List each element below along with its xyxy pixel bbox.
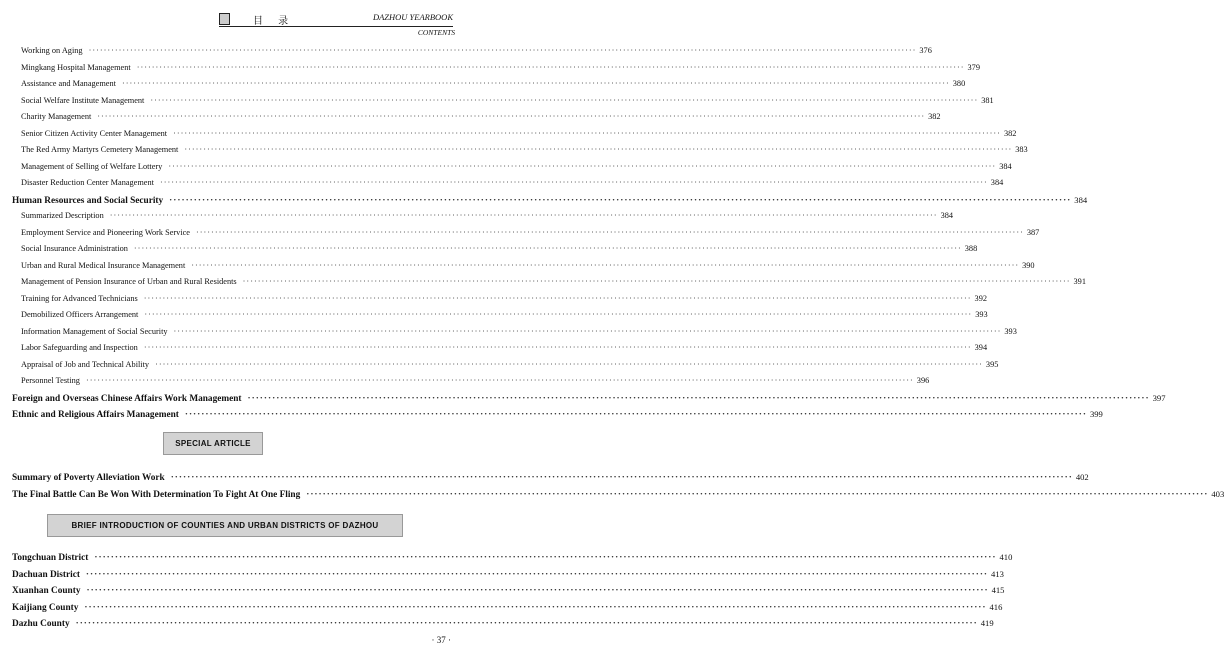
toc-entry bbox=[12, 568, 1004, 583]
toc-entry-page: 380 bbox=[952, 79, 966, 88]
toc-entry-title: Information Management of Social Security bbox=[21, 326, 168, 336]
toc-entry-page: 415 bbox=[991, 585, 1005, 595]
toc-entry bbox=[12, 601, 1003, 616]
toc-entry bbox=[12, 128, 1017, 143]
toc-entry bbox=[12, 112, 941, 126]
toc-leader-dots: ···························································································································································································································· bbox=[159, 178, 988, 187]
toc-entry-title: Mingkang Hospital Management bbox=[21, 62, 131, 72]
toc-entry-page: 384 bbox=[1074, 194, 1088, 205]
toc-entry-title: Human Resources and Social Security bbox=[12, 195, 164, 206]
toc-entry-title: Working on Aging bbox=[21, 46, 83, 55]
toc-entry bbox=[12, 178, 1004, 192]
toc-entry-title: Foreign and Overseas Chinese Affairs Work Management bbox=[12, 393, 242, 404]
toc-entry bbox=[12, 244, 978, 258]
toc-leader-dots: ···························································································································································································································· bbox=[94, 553, 997, 563]
toc-entry bbox=[12, 409, 1103, 423]
toc-leader-dots: ···························································································································································································································· bbox=[143, 293, 972, 303]
toc-entry bbox=[12, 145, 1028, 159]
toc-entry-page: 387 bbox=[1026, 227, 1040, 237]
toc-entry-page: 392 bbox=[974, 293, 987, 303]
toc-entry-page: 383 bbox=[1015, 145, 1028, 154]
toc-entry-title: Dachuan District bbox=[12, 569, 80, 580]
toc-entry-title: Kaijiang County bbox=[12, 602, 79, 613]
toc-entry-title: Charity Management bbox=[21, 112, 92, 121]
toc-entry-title: Summarized Description bbox=[21, 211, 104, 220]
toc-entry-page: 382 bbox=[928, 112, 941, 121]
toc-leader-dots: ···························································································································································································································· bbox=[84, 602, 987, 613]
toc-leader-dots: ···························································································································································································································· bbox=[242, 277, 1071, 286]
toc-leader-dots: ···························································································································································································································· bbox=[85, 376, 914, 385]
toc-entry bbox=[12, 46, 932, 60]
toc-entry-page: 410 bbox=[999, 552, 1013, 562]
toc-leader-dots: ···························································································································································································································· bbox=[136, 62, 965, 72]
toc-entry-title: Senior Citizen Activity Center Management bbox=[21, 128, 168, 138]
toc-entry-title: Dazhu County bbox=[12, 619, 70, 629]
toc-entry-page: 391 bbox=[1073, 277, 1086, 286]
toc-entry-title: Summary of Poverty Alleviation Work bbox=[12, 473, 165, 483]
toc-entry bbox=[12, 376, 930, 390]
toc-entry-page: 416 bbox=[989, 601, 1003, 612]
toc-leader-dots: ···························································································································································································································· bbox=[75, 619, 978, 629]
toc-entry bbox=[12, 359, 999, 374]
toc-entry bbox=[12, 293, 987, 308]
toc-entry-page: 381 bbox=[981, 95, 994, 105]
toc-entry-page: 396 bbox=[916, 376, 930, 385]
toc-entry-title: Disaster Reduction Center Management bbox=[21, 178, 154, 187]
toc-entry bbox=[12, 489, 1224, 503]
toc-entry-title: Demobilized Officers Arrangement bbox=[21, 310, 139, 319]
toc-entry bbox=[12, 194, 1088, 209]
toc-leader-dots: ···························································································································································································································· bbox=[97, 112, 926, 121]
toc-entry-title: Employment Service and Pioneering Work Service bbox=[21, 227, 190, 237]
toc-leader-dots: ···························································································································································································································· bbox=[168, 161, 997, 171]
toc-entry bbox=[12, 62, 980, 77]
toc-entry-page: 393 bbox=[1004, 326, 1017, 336]
toc-leader-dots: ···························································································································································································································· bbox=[184, 145, 1013, 154]
header-square-icon bbox=[219, 13, 230, 25]
brief-introduction-banner: BRIEF INTRODUCTION OF COUNTIES AND URBAN DISTRICTS OF DAZHOU bbox=[47, 514, 403, 537]
toc-leader-dots: ···························································································································································································································· bbox=[85, 569, 989, 580]
toc-leader-dots: ···························································································································································································································· bbox=[150, 95, 979, 105]
toc-leader-dots: ···························································································································································································································· bbox=[109, 211, 938, 220]
special-article-banner: SPECIAL ARTICLE bbox=[163, 432, 263, 455]
toc-leader-dots: ···························································································································································································································· bbox=[133, 244, 962, 253]
toc-entry-page: 376 bbox=[919, 46, 932, 55]
toc-leader-dots: ···························································································································································································································· bbox=[196, 227, 1024, 237]
toc-entry bbox=[12, 227, 1040, 242]
toc-entry bbox=[12, 95, 994, 110]
toc-entry-title: Ethnic and Religious Affairs Management bbox=[12, 410, 179, 420]
toc-entry bbox=[12, 392, 1166, 407]
header-subtitle: CONTENTS bbox=[417, 28, 455, 37]
toc-entry-title: Assistance and Management bbox=[21, 79, 116, 88]
toc-entry-page: 397 bbox=[1152, 392, 1166, 403]
toc-leader-dots: ···························································································································································································································· bbox=[144, 310, 973, 319]
header-chinese-title: 目 录 bbox=[253, 16, 295, 27]
toc-entry-page: 394 bbox=[974, 343, 988, 352]
toc-entry-title: Training for Advanced Technicians bbox=[21, 293, 138, 303]
toc-leader-dots: ···························································································································································································································· bbox=[173, 128, 1001, 138]
toc-entry bbox=[12, 618, 994, 632]
toc-entry-page: 379 bbox=[967, 62, 980, 72]
toc-entry-page: 388 bbox=[964, 244, 978, 253]
toc-entry-page: 395 bbox=[985, 359, 999, 369]
toc-leader-dots: ···························································································································································································································· bbox=[86, 586, 989, 596]
toc-leader-dots: ···························································································································································································································· bbox=[88, 46, 917, 55]
toc-entry bbox=[12, 277, 1086, 291]
toc-entry bbox=[12, 260, 1035, 275]
toc-entry-page: 382 bbox=[1003, 128, 1017, 138]
toc-entry-page: 399 bbox=[1089, 409, 1103, 419]
toc-entry bbox=[12, 585, 1005, 599]
toc-entry-title: Urban and Rural Medical Insurance Management bbox=[21, 260, 186, 270]
toc-entry-title: Social Insurance Administration bbox=[21, 244, 128, 253]
toc-entry-page: 403 bbox=[1211, 489, 1224, 499]
toc-entry-title: Tongchuan District bbox=[12, 553, 89, 563]
toc-entry-page: 402 bbox=[1075, 472, 1089, 482]
page-number: · 37 · bbox=[431, 635, 451, 645]
toc-leader-dots: ···························································································································································································································· bbox=[247, 393, 1150, 404]
page-header bbox=[219, 12, 453, 26]
toc-entry-page: 384 bbox=[940, 211, 954, 220]
toc-entry bbox=[12, 310, 988, 324]
toc-entry bbox=[12, 326, 1017, 341]
toc-entry bbox=[12, 79, 966, 93]
toc-leader-dots: ···························································································································································································································· bbox=[170, 473, 1073, 483]
toc-leader-dots: ···························································································································································································································· bbox=[143, 343, 972, 352]
toc-entry-page: 419 bbox=[980, 618, 994, 628]
toc-entry-title: The Final Battle Can Be Won With Determination To Fight At One Fling bbox=[12, 490, 301, 500]
toc-entry-page: 413 bbox=[991, 568, 1004, 579]
toc-entry-title: The Red Army Martyrs Cemetery Management bbox=[21, 145, 179, 154]
toc-entry bbox=[12, 472, 1089, 486]
toc-entry-title: Appraisal of Job and Technical Ability bbox=[21, 359, 150, 369]
toc-entry-title: Social Welfare Institute Management bbox=[21, 95, 145, 105]
toc-leader-dots: ···························································································································································································································· bbox=[191, 260, 1020, 270]
toc-entry bbox=[12, 161, 1012, 176]
toc-entry-title: Xuanhan County bbox=[12, 586, 81, 596]
toc-entry bbox=[12, 343, 988, 357]
toc-entry-page: 393 bbox=[975, 310, 988, 319]
toc-entry-page: 384 bbox=[990, 178, 1004, 187]
toc-entry-title: Management of Selling of Welfare Lottery bbox=[21, 161, 163, 171]
toc-leader-dots: ···························································································································································································································· bbox=[306, 490, 1209, 500]
toc-entry-title: Labor Safeguarding and Inspection bbox=[21, 343, 138, 352]
toc-entry-title: Management of Pension Insurance of Urban and Rural Residents bbox=[21, 277, 237, 286]
toc-entry-page: 390 bbox=[1022, 260, 1035, 270]
toc-leader-dots: ···························································································································································································································· bbox=[121, 79, 950, 88]
toc-leader-dots: ···························································································································································································································· bbox=[173, 326, 1002, 336]
toc-entry bbox=[12, 211, 954, 225]
toc-entry-page: 384 bbox=[999, 161, 1012, 171]
toc-leader-dots: ···························································································································································································································· bbox=[169, 195, 1072, 206]
header-rule bbox=[219, 26, 453, 27]
toc-entry-title: Personnel Testing bbox=[21, 376, 80, 385]
header-english-title: DAZHOU YEARBOOK bbox=[372, 12, 453, 22]
toc-leader-dots: ···························································································································································································································· bbox=[155, 359, 983, 369]
toc-entry bbox=[12, 552, 1013, 566]
toc-leader-dots: ···························································································································································································································· bbox=[184, 410, 1087, 420]
